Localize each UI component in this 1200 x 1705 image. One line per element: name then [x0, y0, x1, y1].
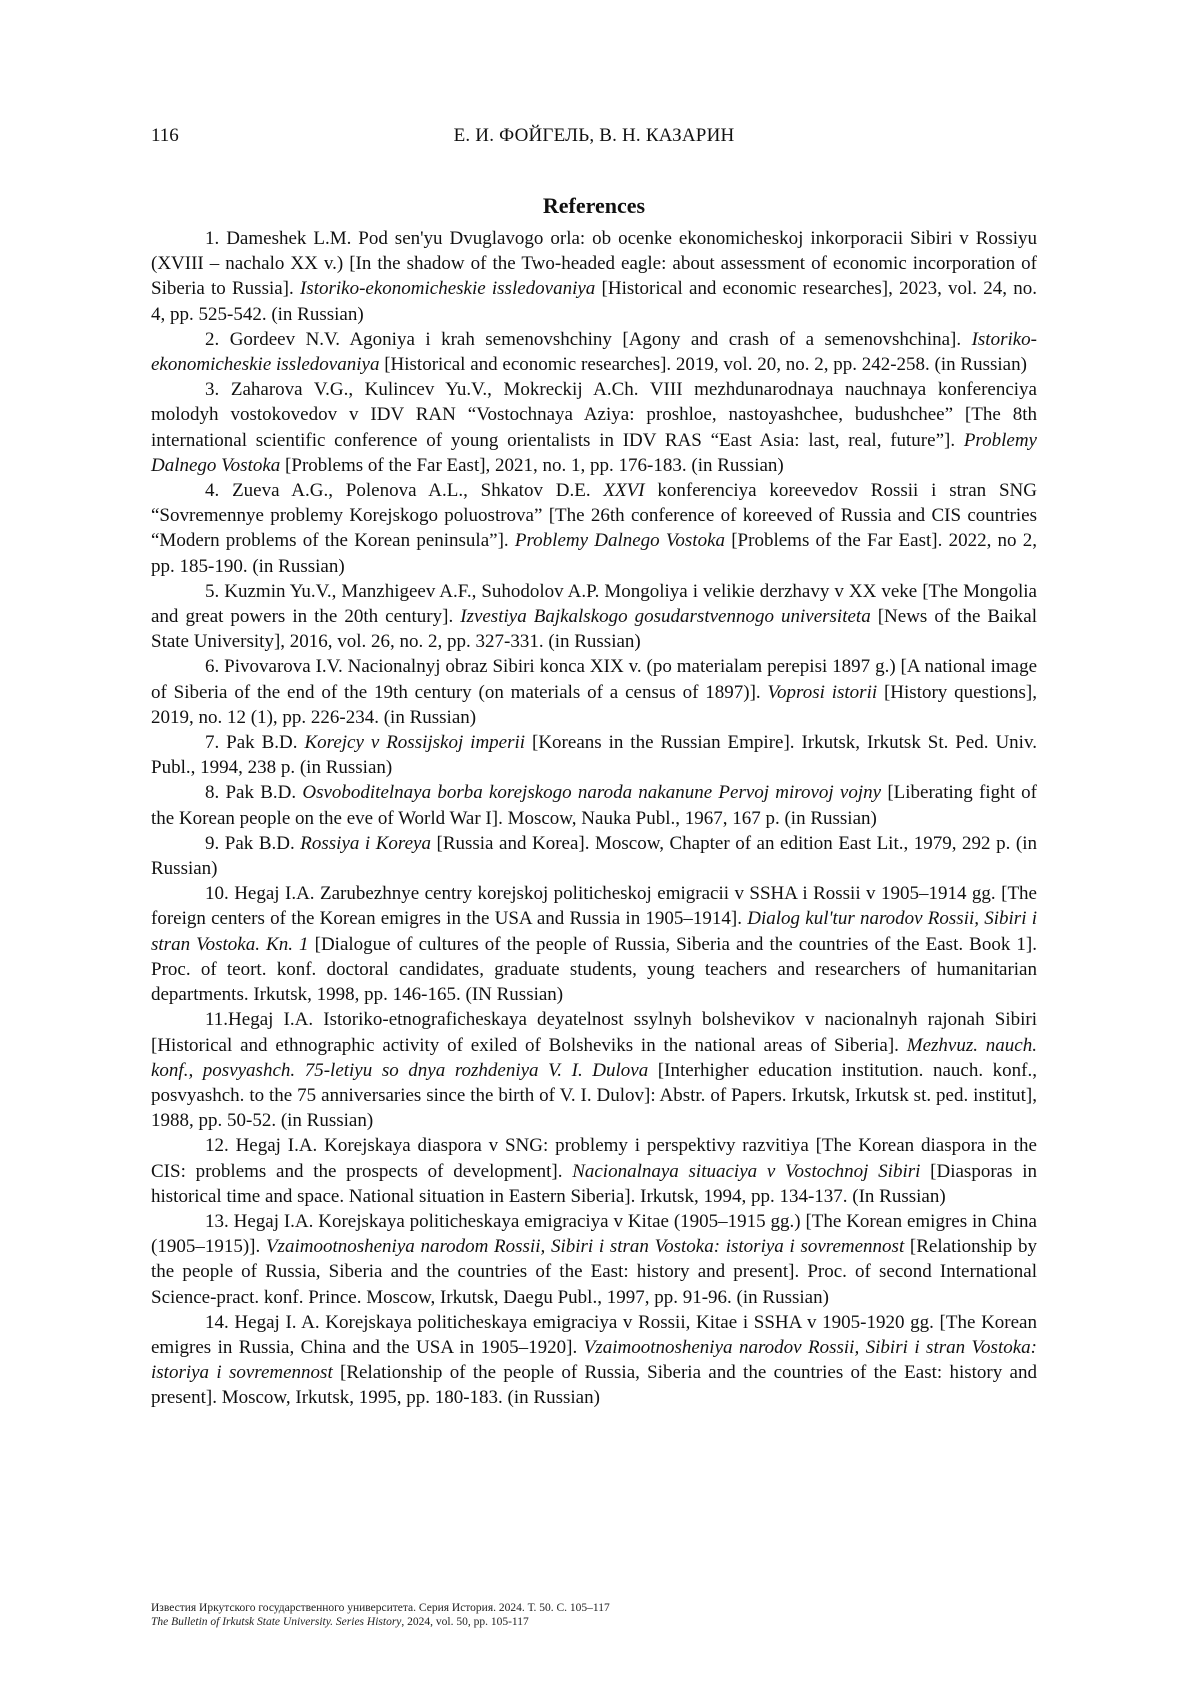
reference-text: 10. Hegaj I.A. Zarubezhnye centry korejskoj politicheskoj emigracii v SSHA i Rossii v 1905–1914 gg. [The foreign centers of the Korean emigres in the USA and Russia in 1905–1914]. [151, 883, 1037, 930]
footer-citation-ru: Известия Иркутского государственного университета. Серия История. 2024. Т. 50. С. 105–117 [151, 1602, 610, 1614]
reference-item [151, 478, 1037, 579]
reference-item [151, 831, 1037, 881]
reference-item [151, 881, 1037, 1007]
reference-text: 14. Hegaj I. A. Korejskaya politicheskaya emigraciya v Rossii, Kitae i SSHA v 1905-1920 gg. [The Korean emigres in Russia, China and the USA in 1905–1920]. [151, 1311, 1037, 1358]
reference-source-title: Istoriko-ekonomicheskie issledovaniya [151, 328, 1037, 376]
reference-item [151, 654, 1037, 730]
page-number: 116 [151, 125, 179, 146]
footer-journal-en: The Bulletin of Irkutsk State University. Series History [151, 1616, 402, 1628]
reference-text: 6. Pivovarova I.V. Nacionalnyj obraz Sibiri konca XIX v. (po materialam perepisi 1897 g.) [A national image of Siberia of the end of the 19th century (on materials of a census of 1897)]. [151, 656, 1037, 703]
reference-source-title: Problemy Dalnego Vostoka [514, 530, 726, 552]
reference-item [151, 579, 1037, 655]
reference-text: 3. Zaharova V.G., Kulincev Yu.V., Mokreckij A.Ch. VIII mezhdunarodnaya nauchnaya konferenciya molodyh vostokovedov v IDV RAN “Vostochnaya Aziya: proshloe, nastoyashchee, budushchee” [The 8th international scientific conference of young orientalists in IDV RAS “East Asia: last, real, future”]. [151, 379, 1037, 451]
reference-text: konferenciya koreevedov Rossii i stran SNG “Sovremennye problemy Korejskogo poluostrova” [The 26th conference of koreeved of Russia and CIS countries “Modern problems of the Korean peninsula”]. [151, 480, 1037, 552]
reference-item [151, 1133, 1037, 1209]
reference-text: 1. Dameshek L.M. Pod sen'yu Dvuglavogo orla: ob ocenke ekonomicheskoj inkorporacii Sibiri v Rossiyu (XVIII – nachalo XX v.) [In the shadow of the Two-headed eagle: about assessment of economic incorporation of Siberia to Russia]. [151, 228, 1037, 300]
reference-text: 8. Pak B.D. [205, 782, 303, 804]
reference-text: [Problems of the Far East]. 2022, no 2, pp. 185-190. (in Russian) [151, 530, 1037, 577]
footer-volume-en: , 2024, vol. 50, pp. 105-117 [401, 1616, 529, 1628]
reference-source-title: Osvoboditelnaya borba korejskogo naroda nakanune Pervoj mirovoj vojny [302, 782, 882, 804]
reference-source-title: Korejcy v Rossijskoj imperii [304, 732, 526, 754]
reference-text: [Dialogue of cultures of the people of Russia, Siberia and the countries of the East. Book 1]. Proc. of teort. konf. doctoral candidates, graduate students, young teachers and researchers of humanitarian departments. Irkutsk, 1998, pp. 146-165. (IN Russian) [151, 933, 1037, 1006]
reference-text: 11.Hegaj I.A. Istoriko-etnograficheskaya deyatelnost ssylnyh bolshevikov v nacionalnyh rajonah Sibiri [Historical and ethnographic activity of exiled of Bolsheviks in the national areas of Siberia]. [151, 1009, 1037, 1056]
reference-text: 2. Gordeev N.V. Agoniya i krah semenovshchiny [Agony and crash of a semenovshchina]. [205, 328, 972, 350]
reference-item [151, 730, 1037, 780]
reference-source-title: Vzaimootnosheniya narodom Rossii, Sibiri i stran Vostoka: istoriya i sovremennost [265, 1236, 905, 1258]
reference-source-title: Istoriko-ekonomicheskie issledovaniya [299, 278, 596, 300]
reference-text: [History questions], 2019, no. 12 (1), pp. 226-234. (in Russian) [151, 681, 1037, 728]
reference-item [151, 377, 1037, 478]
reference-text: [News of the Baikal State University], 2016, vol. 26, no. 2, pp. 327-331. (in Russian) [151, 606, 1037, 653]
reference-text: 4. Zueva A.G., Polenova A.L., Shkatov D.E. [205, 480, 604, 502]
section-title: References [542, 193, 646, 218]
reference-item [151, 1209, 1037, 1310]
reference-text: [Historical and economic researches], 2023, vol. 24, no. 4, pp. 525-542. (in Russian) [151, 278, 1037, 325]
reference-source-title: Dialog kul'tur narodov Rossii, Sibiri i stran Vostoka. Kn. 1 [151, 908, 1037, 955]
reference-list [151, 226, 1037, 1411]
reference-source-title: Izvestiya Bajkalskogo gosudarstvennogo universiteta [460, 606, 871, 628]
reference-text: [Liberating fight of the Korean people on the eve of World War I]. Moscow, Nauka Publ., 1967, 167 p. (in Russian) [151, 782, 1037, 829]
footer-citation-en [151, 1615, 1051, 1629]
reference-source-title: Rossiya i Koreya [300, 832, 431, 854]
reference-text: [Koreans in the Russian Empire]. Irkutsk, Irkutsk St. Ped. Univ. Publ., 1994, 238 p. (in Russian) [151, 732, 1037, 779]
reference-source-title: XXVI [603, 480, 645, 502]
reference-item [151, 327, 1037, 377]
page-footer [151, 1601, 1051, 1629]
reference-text: 13. Hegaj I.A. Korejskaya politicheskaya emigraciya v Kitae (1905–1915 gg.) [The Korean emigres in China (1905–1915)]. [151, 1210, 1037, 1258]
reference-item [151, 1310, 1037, 1411]
reference-source-title: Problemy Dalnego Vostoka [151, 429, 1037, 476]
reference-source-title: Mezhvuz. nauch. konf., posvyashch. 75-letiyu so dnya rozhdeniya V. I. Dulova [151, 1034, 1037, 1081]
running-head-authors: Е. И. ФОЙГЕЛЬ, В. Н. КАЗАРИН [453, 125, 735, 146]
reference-text: [Diasporas in historical time and space. National situation in Eastern Siberia]. Irkutsk, 1994, pp. 134-137. (In Russian) [151, 1160, 1037, 1207]
reference-source-title: Voprosi istorii [767, 681, 878, 703]
reference-item [151, 780, 1037, 830]
reference-text: [Relationship of the people of Russia, Siberia and the countries of the East: history and present]. Moscow, Irkutsk, 1995, pp. 180-183. (in Russian) [151, 1362, 1037, 1409]
reference-text: 7. Pak B.D. [205, 732, 305, 754]
reference-source-title: Nacionalnaya situaciya v Vostochnoj Sibiri [572, 1160, 921, 1182]
reference-text: [Relationship by the people of Russia, Siberia and the countries of the East: history and present]. Proc. of second International Science-pract. konf. Prince. Moscow, Irkutsk, Daegu Publ., 1997, pp. 91-96. (in Russian) [151, 1236, 1037, 1308]
reference-text: 12. Hegaj I.A. Korejskaya diaspora v SNG: problemy i perspektivy razvitiya [The Korean diaspora in the CIS: problems and the prospects of development]. [151, 1135, 1037, 1182]
reference-text: [Problems of the Far East], 2021, no. 1, pp. 176-183. (in Russian) [280, 454, 784, 476]
reference-item [151, 226, 1037, 327]
reference-text: 9. Pak B.D. [205, 832, 301, 854]
reference-text: [Russia and Korea]. Moscow, Chapter of an edition East Lit., 1979, 292 p. (in Russian) [151, 832, 1037, 880]
reference-text: 5. Kuzmin Yu.V., Manzhigeev A.F., Suhodolov A.P. Mongoliya i velikie derzhavy v XX veke [The Mongolia and great powers in the 20th century]. [151, 580, 1037, 628]
reference-source-title: Vzaimootnosheniya narodov Rossii, Sibiri i stran Vostoka: istoriya i sovremennost [151, 1336, 1037, 1384]
reference-item [151, 1007, 1037, 1133]
reference-text: [Historical and economic researches]. 2019, vol. 20, no. 2, pp. 242-258. (in Russian) [379, 354, 1027, 376]
reference-text: [Interhigher education institution. nauch. konf., posvyashch. to the 75 anniversaries since the birth of V. I. Dulov]: Abstr. of Papers. Irkutsk, Irkutsk st. ped. institut], 1988, pp. 50-52. (in Russian) [151, 1059, 1037, 1132]
